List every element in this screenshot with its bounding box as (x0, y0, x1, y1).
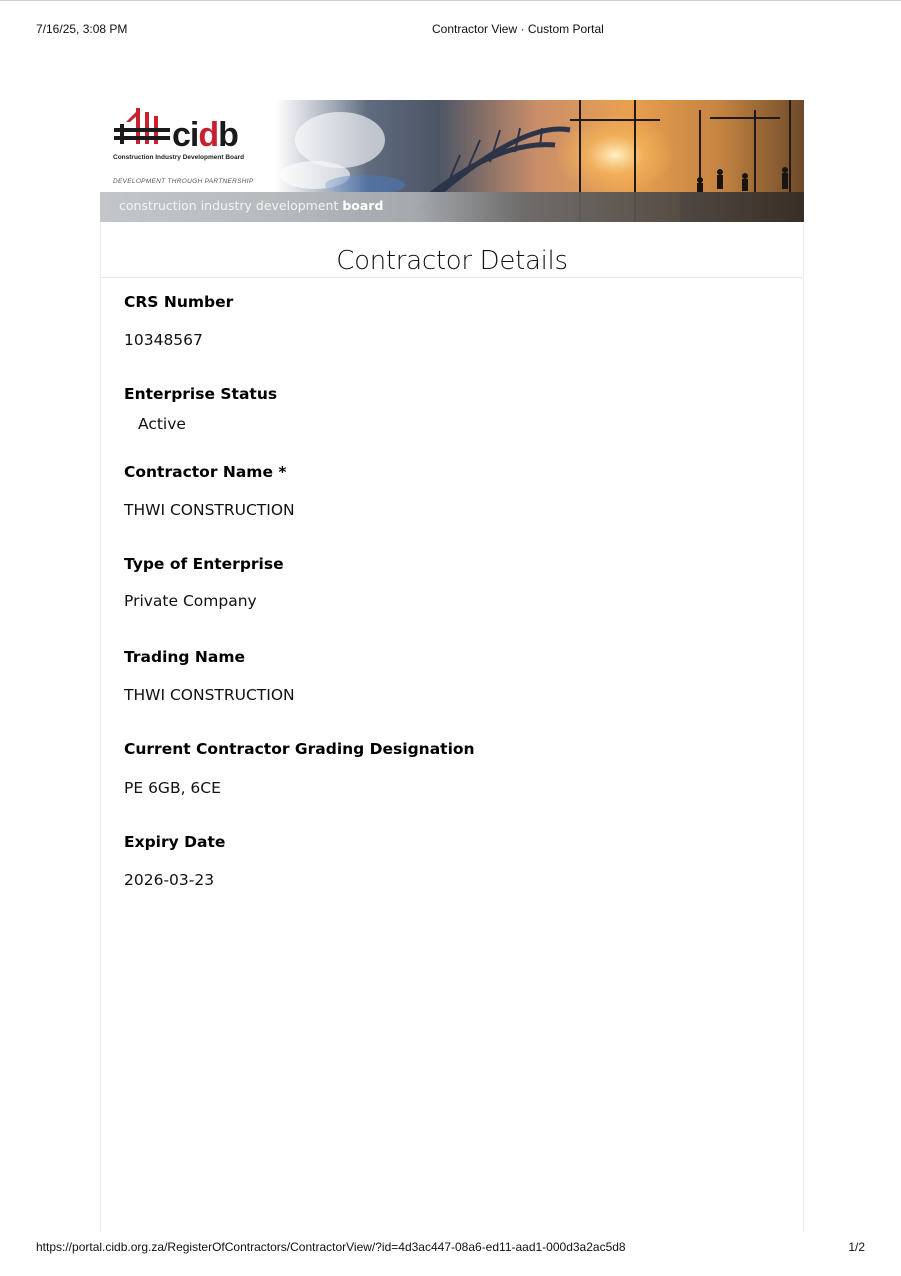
title-divider (101, 277, 802, 278)
trading-name-value: THWI CONSTRUCTION (124, 686, 295, 704)
print-url: https://portal.cidb.org.za/RegisterOfContractors/ContractorView/?id=4d3ac447-08a6-ed11-aad1-000d3a2ac5d8 (36, 1240, 626, 1254)
enterprise-status-value: Active (138, 415, 186, 433)
page-title: Contractor Details (336, 246, 568, 276)
print-header (36, 22, 865, 38)
crs-number-value: 10348567 (124, 331, 203, 349)
enterprise-type-value: Private Company (124, 592, 257, 610)
grading-designation-value: PE 6GB, 6CE (124, 779, 221, 797)
grading-designation-label: Current Contractor Grading Designation (124, 740, 475, 758)
trading-name-label: Trading Name (124, 648, 246, 666)
crs-number-label: CRS Number (124, 293, 234, 311)
expiry-date-value: 2026-03-23 (124, 871, 215, 889)
print-page-title: Contractor View · Custom Portal (432, 22, 604, 36)
print-page-counter: 1/2 (848, 1240, 865, 1254)
contractor-name-value: THWI CONSTRUCTION (124, 501, 295, 519)
enterprise-type-label: Type of Enterprise (124, 555, 284, 573)
cidb-wordmark: cidb (172, 116, 238, 154)
cidb-banner (100, 100, 804, 222)
print-footer (36, 1240, 865, 1256)
expiry-date-label: Expiry Date (124, 833, 226, 851)
enterprise-status-label: Enterprise Status (124, 385, 278, 403)
print-datetime: 7/16/25, 3:08 PM (36, 22, 128, 36)
cidb-tagline: DEVELOPMENT THROUGH PARTNERSHIP (113, 178, 254, 185)
top-rule (0, 0, 901, 1)
cidb-full-name: Construction Industry Development Board (113, 154, 245, 161)
contractor-name-label: Contractor Name * (124, 463, 287, 481)
banner-strip-text: construction industry development board (119, 198, 384, 213)
